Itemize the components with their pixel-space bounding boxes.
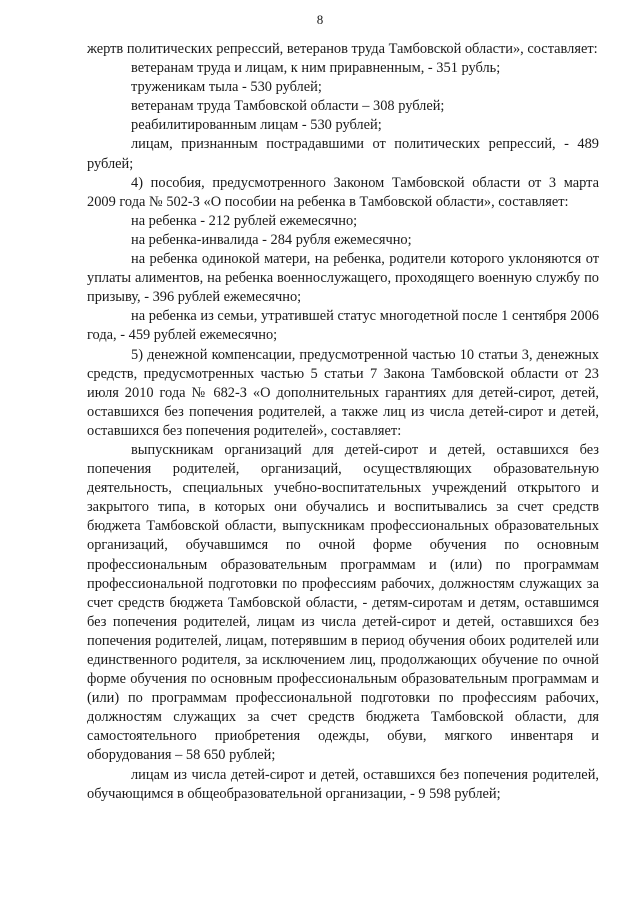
paragraph-13: лицам из числа детей-сирот и детей, оставшихся без попечения родителей, обучающимся в общеобразовательной организации, - 9 598 рублей; bbox=[87, 766, 599, 802]
paragraph-3: ветеранам труда Тамбовской области – 308 рублей; bbox=[131, 98, 445, 115]
paragraph-12: выпускникам организаций для детей-сирот и детей, оставшихся без попечения родителей, организаций, осуществляющих образовательную деятельность, специальных учебно-воспитательных учреждений открытого и закрытого типа, в которых они обучались и воспитывались за счет средств бюджета Тамбовской области, выпускникам профессиональных образовательных организаций, обучавшимся по очной форме обучения по основным профессиональным образовательным программам и (или) по программам профессиональной подготовки по профессиям рабочих, должностям служащих за счет средств бюджета Тамбовской области, - детям-сиротам и детям, оставшимся без попечения родителей, лицам из числа детей-сирот и детей, оставшихся без попечения родителей, лицам, потерявшим в период обучения обоих родителей или единственного родителя, за исключением лиц, продолжающих обучение по очной форме обучения по основным профессиональным образовательным программам и (или) по программам профессиональной подготовки по профессиям рабочих, должностям служащих за счет средств бюджета Тамбовской области, для самостоятельного приобретения одежды, обуви, мягкого инвентаря и оборудования – 58 650 рублей; bbox=[87, 441, 599, 764]
paragraph-8: на ребенка-инвалида - 284 рубля ежемесячно; bbox=[131, 231, 412, 248]
paragraph-10: на ребенка из семьи, утратившей статус многодетной после 1 сентября 2006 года, - 459 рублей ежемесячно; bbox=[87, 308, 599, 344]
paragraph-7: на ребенка - 212 рублей ежемесячно; bbox=[131, 212, 358, 229]
paragraph-5: лицам, признанным пострадавшими от политических репрессий, - 489 рублей; bbox=[87, 136, 599, 172]
paragraph-0: жертв политических репрессий, ветеранов труда Тамбовской области», составляет: bbox=[87, 41, 598, 57]
page-number: 8 bbox=[316, 12, 324, 27]
paragraph-1: ветеранам труда и лицам, к ним приравненным, - 351 рубль; bbox=[131, 60, 501, 77]
paragraph-2: труженикам тыла - 530 рублей; bbox=[131, 79, 322, 96]
document-body bbox=[87, 40, 599, 804]
paragraph-11: 5) денежной компенсации, предусмотренной частью 10 статьи 3, денежных средств, предусмотренных частью 5 статьи 7 Закона Тамбовской области от 23 июля 2010 года № 682-З «О дополнительных гарантиях для детей-сирот, детей, оставшихся без попечения родителей, а также лиц из числа детей-сирот и детей, оставшихся без попечения родителей», составляет: bbox=[87, 346, 599, 439]
paragraph-4: реабилитированным лицам - 530 рублей; bbox=[131, 117, 382, 134]
paragraph-6: 4) пособия, предусмотренного Законом Тамбовской области от 3 марта 2009 года № 502-З «О пособии на ребенка в Тамбовской области», составляет: bbox=[87, 174, 599, 210]
paragraph-9: на ребенка одинокой матери, на ребенка, родители которого уклоняются от уплаты алиментов, на ребенка военнослужащего, проходящего военную службу по призыву, - 396 рублей ежемесячно; bbox=[87, 251, 599, 306]
